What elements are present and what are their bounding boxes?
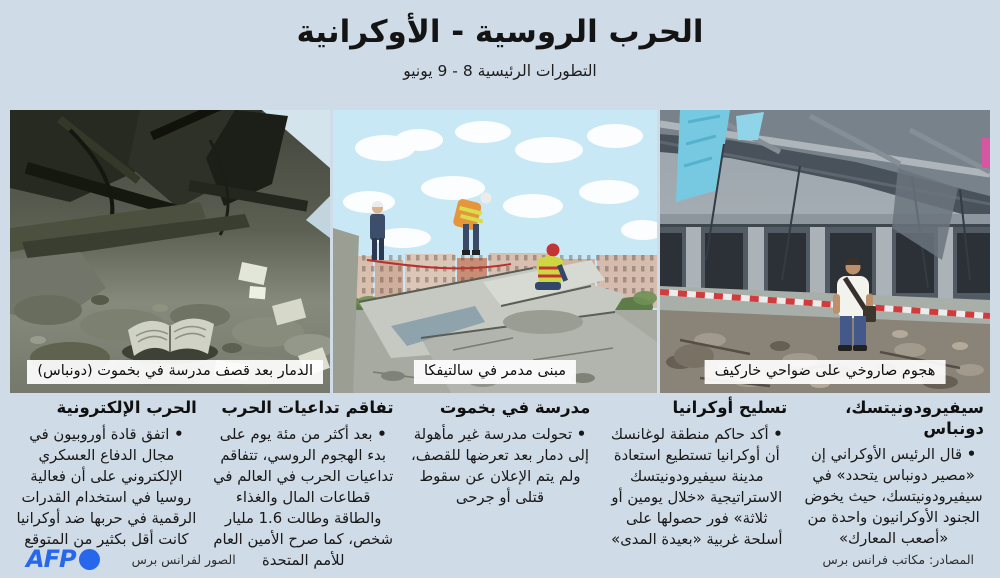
bullet-icon: • xyxy=(174,425,184,443)
photo-caption: الدمار بعد قصف مدرسة في بخموت (دونباس) xyxy=(27,360,323,384)
bullet-icon: • xyxy=(377,425,387,443)
section-headline: تسليح أوكرانيا xyxy=(672,398,788,417)
bullet-icon: • xyxy=(966,446,977,464)
bullet-icon: • xyxy=(576,425,587,443)
section-bullet xyxy=(16,424,197,550)
sources-line: المصادر: مكاتب فرانس برس xyxy=(822,552,974,567)
section-headline: سيفيرودونيتسك، دونباس xyxy=(845,398,984,438)
section-bakhmut-school xyxy=(410,398,591,571)
section-headline: الحرب الإلكترونية xyxy=(56,398,197,417)
section-arming-ukraine xyxy=(606,398,787,571)
section-bullet-text: أكد حاكم منطقة لوغانسك أن أوكرانيا تستطيع استعادة مدينة سيفيرودونيتسك الاستراتيجية «خلال يومين أو ثلاثة» فور حصولها على أسلحة غربية «بعيدة المدى» xyxy=(610,425,783,548)
section-bullet xyxy=(606,424,787,550)
photo-illustration xyxy=(660,110,990,393)
section-bullet-text: اتفق قادة أوروبيون في مجال الدفاع العسكري الإلكتروني على أن فعالية روسيا في استخدام القدرات الرقمية في حربها ضد أوكرانيا كانت أقل بكثير من المتوقع xyxy=(16,425,197,548)
section-bullet xyxy=(410,424,591,508)
afp-logo-text: AFP xyxy=(26,545,76,573)
section-war-repercussions xyxy=(213,398,394,571)
section-bullet xyxy=(803,444,984,549)
page-title: الحرب الروسية - الأوكرانية xyxy=(296,14,704,50)
photo-caption: مبنى مدمر في سالتيفكا xyxy=(414,360,576,384)
page-subtitle: التطورات الرئيسية 8 - 9 يونيو xyxy=(403,61,597,80)
photo-saltivka-building xyxy=(333,110,657,393)
section-bullet-text: بعد أكثر من مئة يوم على بدء الهجوم الروسي، تتفاقم تداعيات الحرب في العالم في قطاعات المال والغذاء والطاقة وطالت 1.6 مليار شخص، كما صرح الأمين العام للأمم المتحدة xyxy=(213,425,394,569)
section-bullet-text: قال الرئيس الأوكراني إن «مصير دونباس يتحدد» في سيفيرودونيتسك، حيث يخوض الجنود الأوكرانيون واحدة من «أصعب المعارك» xyxy=(804,446,983,548)
afp-logo xyxy=(26,545,100,573)
photo-strip xyxy=(10,110,990,393)
photo-caption: هجوم صاروخي على ضواحي خاركيف xyxy=(705,360,946,384)
header xyxy=(0,0,1000,80)
bullet-icon: • xyxy=(773,425,783,443)
photo-illustration xyxy=(10,110,330,393)
photo-credit: الصور لفرانس برس xyxy=(131,551,236,567)
photo-bakhmut-school-destruction xyxy=(10,110,330,393)
section-severodonetsk xyxy=(803,398,984,571)
afp-circle-icon xyxy=(79,549,100,570)
section-bullet-text: تحولت مدرسة غير مأهولة إلى دمار بعد تعرضها للقصف، ولم يتم الإعلان عن سقوط قتلى أو جرحى xyxy=(410,425,590,506)
photo-kharkiv-strike xyxy=(660,110,990,393)
photo-illustration xyxy=(333,110,657,393)
section-headline: تفاقم تداعيات الحرب xyxy=(221,398,394,417)
footer-left xyxy=(26,545,236,573)
section-headline: مدرسة في بخموت xyxy=(439,398,591,417)
section-bullet xyxy=(213,424,394,571)
